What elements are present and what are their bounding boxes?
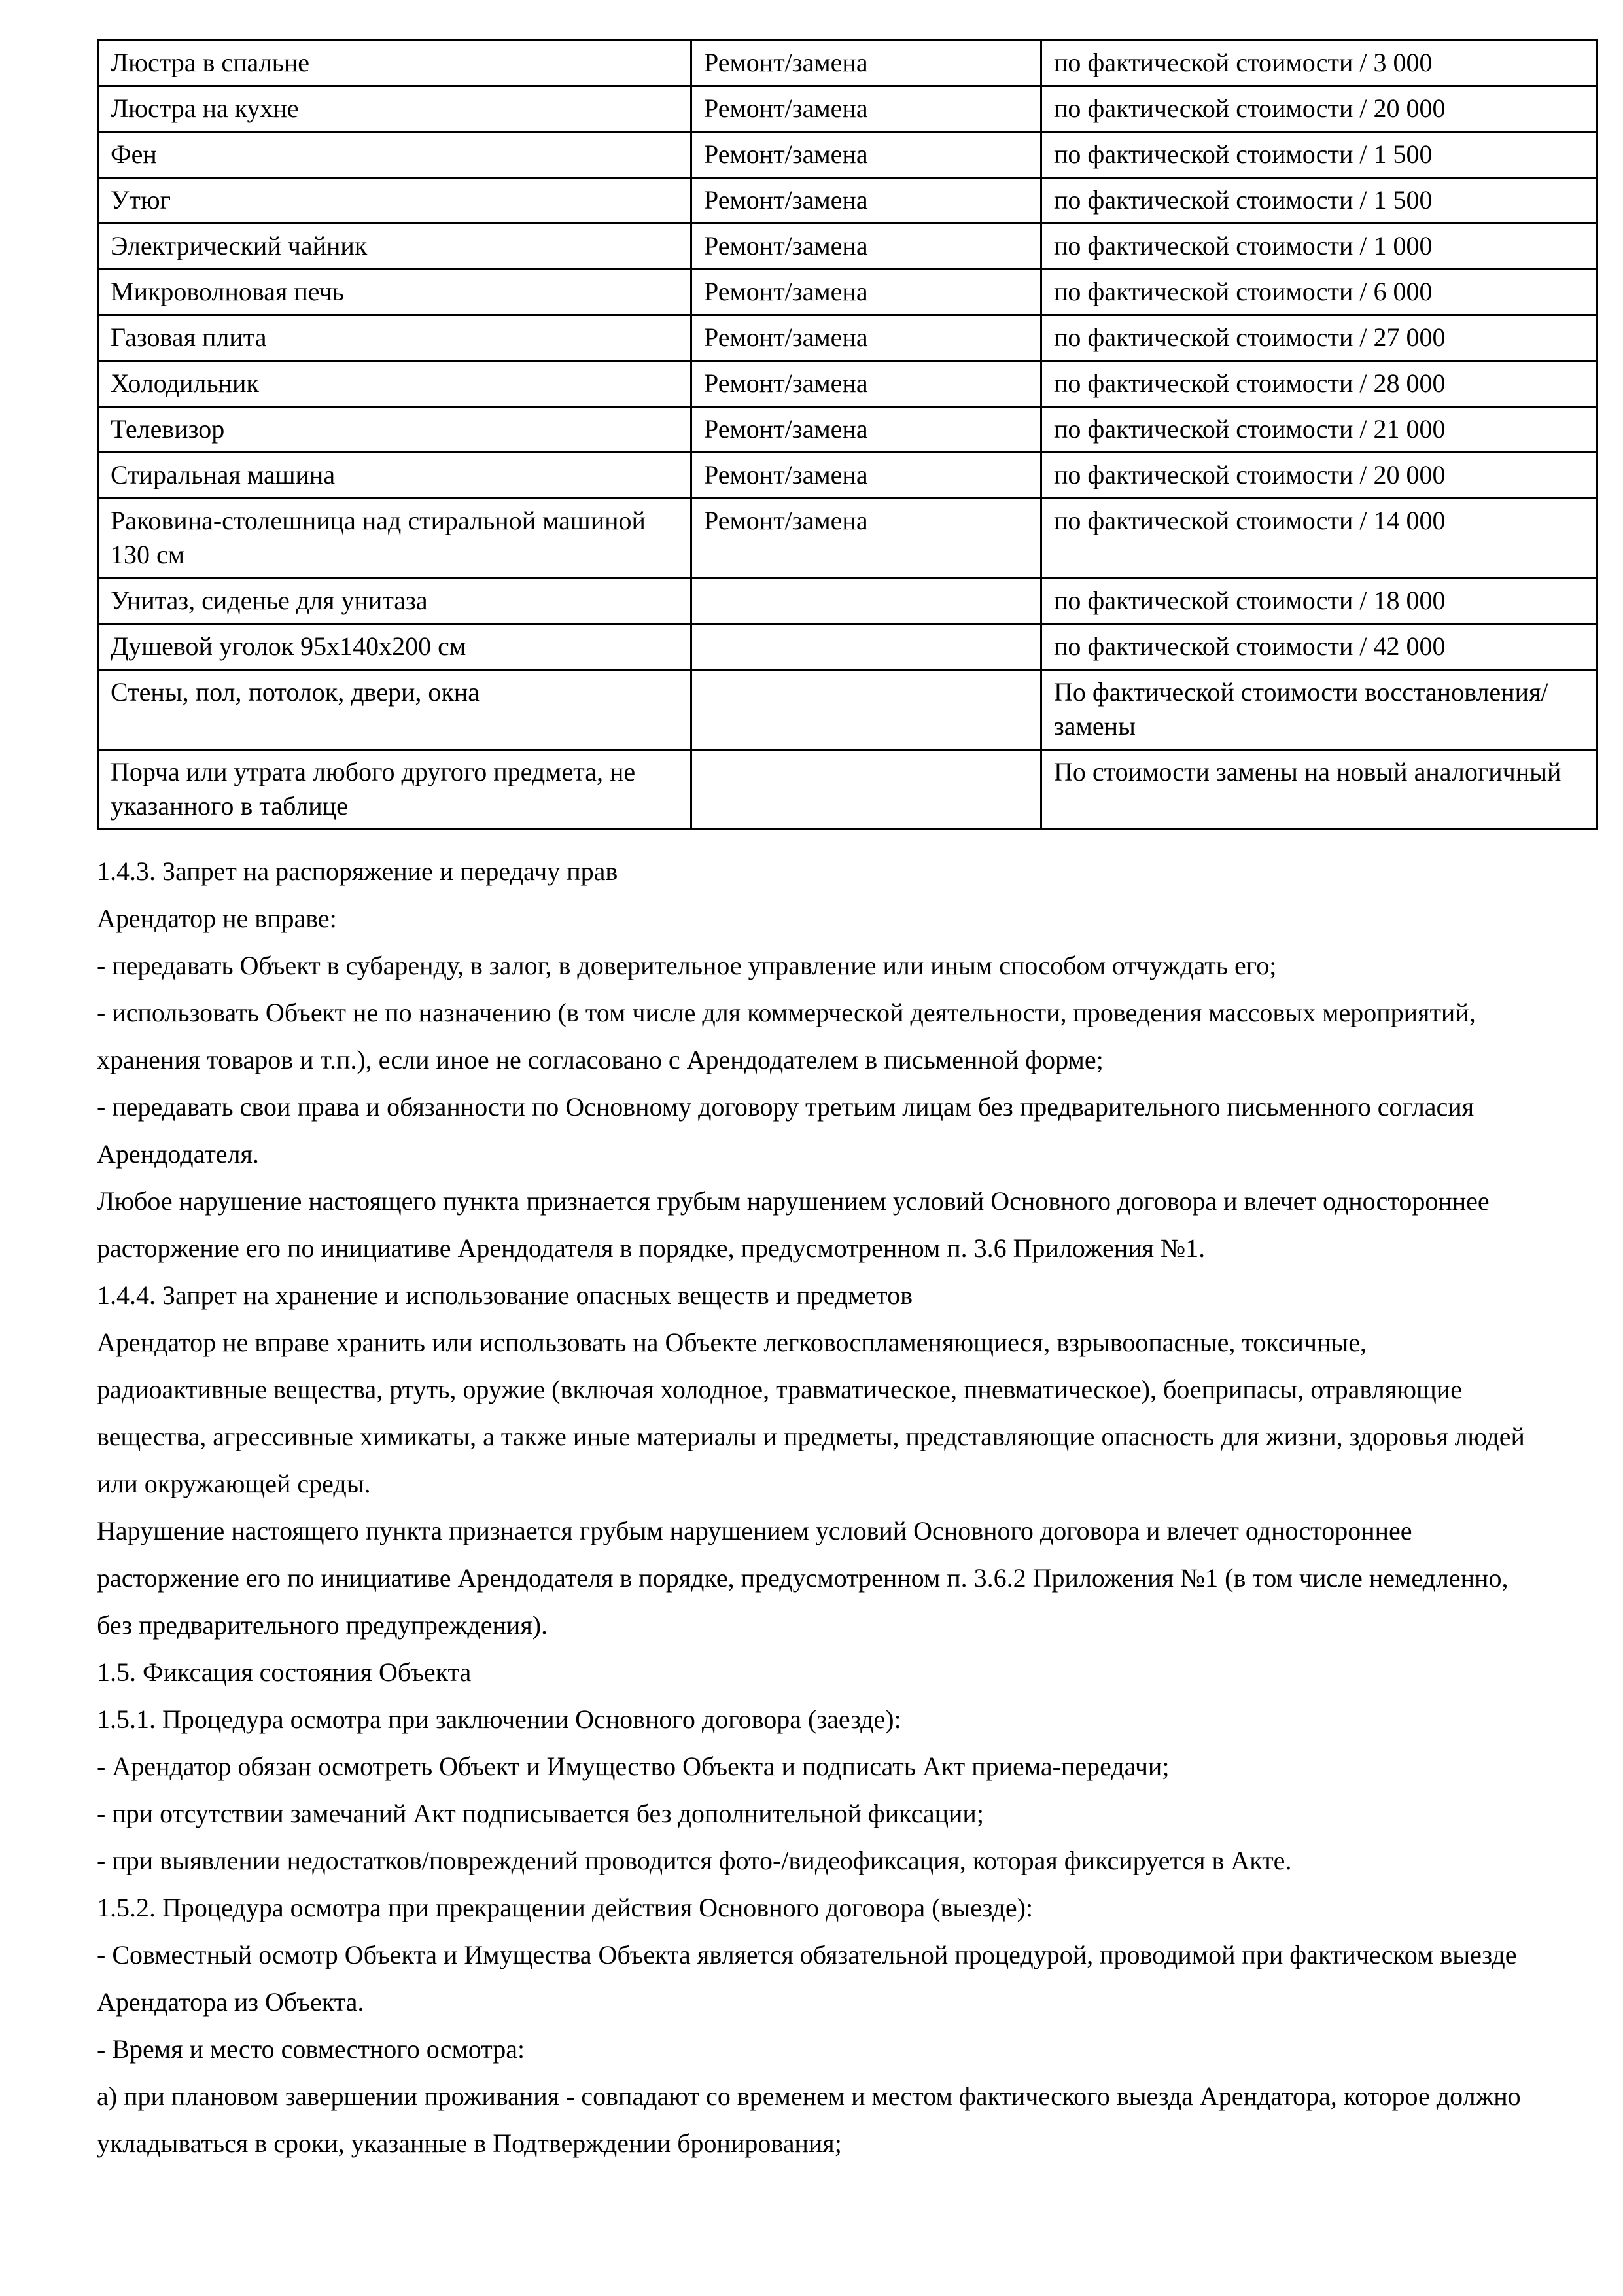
table-cell-item: Стиральная машина <box>98 453 691 499</box>
table-cell-cost: по фактической стоимости / 18 000 <box>1041 578 1597 624</box>
paragraph-tenant-prohibitions-intro: Арендатор не вправе: <box>97 904 337 933</box>
table-cell-action: Ремонт/замена <box>691 499 1041 578</box>
document-body <box>97 848 1529 2167</box>
paragraph-checkin-inspect-sign: - Арендатор обязан осмотреть Объект и Имущество Объекта и подписать Акт приема-передачи; <box>97 1752 1170 1781</box>
table-cell-cost: по фактической стоимости / 42 000 <box>1041 624 1597 670</box>
table-cell-cost: по фактической стоимости / 14 000 <box>1041 499 1597 578</box>
table-cell-cost: по фактической стоимости / 20 000 <box>1041 86 1597 132</box>
table-cell-item: Газовая плита <box>98 315 691 361</box>
table-cell-cost: по фактической стоимости / 28 000 <box>1041 361 1597 407</box>
table-cell-item: Стены, пол, потолок, двери, окна <box>98 670 691 750</box>
table-cell-action <box>691 624 1041 670</box>
paragraph-checkout-planned-end: a) при плановом завершении проживания - совпадают со временем и местом фактического выезда Арендатора, которое должно укладываться в сроки, указанные в Подтверждении бронирования; <box>97 2081 1521 2158</box>
paragraph-checkin-defects-photo: - при выявлении недостатков/повреждений проводится фото-/видеофиксация, которая фиксируется в Акте. <box>97 1846 1292 1875</box>
table-cell-item: Утюг <box>98 178 691 224</box>
table-cell-cost: по фактической стоимости / 20 000 <box>1041 453 1597 499</box>
table-cell-item: Раковина-столешница над стиральной машиной 130 см <box>98 499 691 578</box>
table-row <box>98 315 1597 361</box>
table-cell-action: Ремонт/замена <box>691 41 1041 86</box>
paragraph-violation-consequences-1-4-4: Нарушение настоящего пункта признается грубым нарушением условий Основного договора и влечет одностороннее расторжение его по инициативе Арендодателя в порядке, предусмотренном п. 3.6.2 Приложения №1 (в том числе немедленно, без предварительного предупреждения). <box>97 1516 1509 1640</box>
table-row <box>98 407 1597 453</box>
table-cell-item: Телевизор <box>98 407 691 453</box>
damages-cost-table <box>97 39 1598 830</box>
table-cell-action <box>691 578 1041 624</box>
table-cell-action <box>691 670 1041 750</box>
table-row <box>98 270 1597 315</box>
table-row <box>98 41 1597 86</box>
table-row <box>98 670 1597 750</box>
table-cell-item: Унитаз, сиденье для унитаза <box>98 578 691 624</box>
section-heading-1-4-3: 1.4.3. Запрет на распоряжение и передачу прав <box>97 857 618 886</box>
table-cell-item: Люстра на кухне <box>98 86 691 132</box>
table-cell-cost: по фактической стоимости / 1 500 <box>1041 132 1597 178</box>
table-cell-action: Ремонт/замена <box>691 407 1041 453</box>
table-cell-action: Ремонт/замена <box>691 178 1041 224</box>
table-cell-cost: по фактической стоимости / 21 000 <box>1041 407 1597 453</box>
table-cell-cost: по фактической стоимости / 27 000 <box>1041 315 1597 361</box>
table-row <box>98 453 1597 499</box>
table-cell-item: Микроволновая печь <box>98 270 691 315</box>
section-heading-1-5: 1.5. Фиксация состояния Объекта <box>97 1657 472 1687</box>
table-row <box>98 86 1597 132</box>
table-row <box>98 578 1597 624</box>
table-cell-item: Порча или утрата любого другого предмета, не указанного в таблице <box>98 750 691 830</box>
section-heading-1-5-1: 1.5.1. Процедура осмотра при заключении Основного договора (заезде): <box>97 1704 901 1734</box>
table-cell-item: Фен <box>98 132 691 178</box>
section-heading-1-5-2: 1.5.2. Процедура осмотра при прекращении действия Основного договора (выезде): <box>97 1893 1034 1922</box>
table-cell-action: Ремонт/замена <box>691 224 1041 270</box>
table-row <box>98 178 1597 224</box>
table-cell-action: Ремонт/замена <box>691 132 1041 178</box>
table-row <box>98 499 1597 578</box>
table-cell-item: Электрический чайник <box>98 224 691 270</box>
table-row <box>98 624 1597 670</box>
table-cell-action: Ремонт/замена <box>691 86 1041 132</box>
table-cell-cost: по фактической стоимости / 1 000 <box>1041 224 1597 270</box>
table-row <box>98 132 1597 178</box>
paragraph-violation-consequences-1-4-3: Любое нарушение настоящего пункта признается грубым нарушением условий Основного договора и влечет одностороннее расторжение его по инициативе Арендодателя в порядке, предусмотренном п. 3.6 Приложения №1. <box>97 1186 1490 1263</box>
table-cell-cost: по фактической стоимости / 1 500 <box>1041 178 1597 224</box>
table-cell-action: Ремонт/замена <box>691 361 1041 407</box>
table-row <box>98 361 1597 407</box>
table-cell-cost: По стоимости замены на новый аналогичный <box>1041 750 1597 830</box>
table-row <box>98 750 1597 830</box>
paragraph-hazardous-substances: Арендатор не вправе хранить или использовать на Объекте легковоспламеняющиеся, взрывоопасные, токсичные, радиоактивные вещества, ртуть, оружие (включая холодное, травматическое, пневматическое), боеприпасы, отравляющие вещества, агрессивные химикаты, а также иные материалы и предметы, представляющие опасность для жизни, здоровья людей или окружающей среды. <box>97 1328 1525 1498</box>
table-cell-action <box>691 750 1041 830</box>
paragraph-prohibition-transfer-rights: - передавать свои права и обязанности по Основному договору третьим лицам без предварительного письменного согласия Арендодателя. <box>97 1092 1475 1169</box>
paragraph-checkout-time-place: - Время и место совместного осмотра: <box>97 2034 525 2064</box>
table-cell-action: Ремонт/замена <box>691 270 1041 315</box>
paragraph-prohibition-sublease: - передавать Объект в субаренду, в залог, в доверительное управление или иным способом отчуждать его; <box>97 951 1277 980</box>
table-cell-item: Душевой уголок 95х140х200 см <box>98 624 691 670</box>
table-cell-cost: по фактической стоимости / 6 000 <box>1041 270 1597 315</box>
section-heading-1-4-4: 1.4.4. Запрет на хранение и использование опасных веществ и предметов <box>97 1280 913 1310</box>
table-cell-item: Холодильник <box>98 361 691 407</box>
paragraph-checkin-no-remarks: - при отсутствии замечаний Акт подписывается без дополнительной фиксации; <box>97 1799 984 1828</box>
table-cell-action: Ремонт/замена <box>691 453 1041 499</box>
paragraph-checkout-joint-inspection: - Совместный осмотр Объекта и Имущества Объекта является обязательной процедурой, проводимой при фактическом выезде Арендатора из Объекта. <box>97 1940 1517 2017</box>
damages-table-body <box>98 41 1597 830</box>
paragraph-prohibition-misuse: - использовать Объект не по назначению (в том числе для коммерческой деятельности, проведения массовых мероприятий, хранения товаров и т.п.), если иное не согласовано с Арендодателем в письменной форме; <box>97 998 1476 1074</box>
table-cell-item: Люстра в спальне <box>98 41 691 86</box>
table-cell-cost: по фактической стоимости / 3 000 <box>1041 41 1597 86</box>
table-row <box>98 224 1597 270</box>
table-cell-cost: По фактической стоимости восстановления/замены <box>1041 670 1597 750</box>
table-cell-action: Ремонт/замена <box>691 315 1041 361</box>
